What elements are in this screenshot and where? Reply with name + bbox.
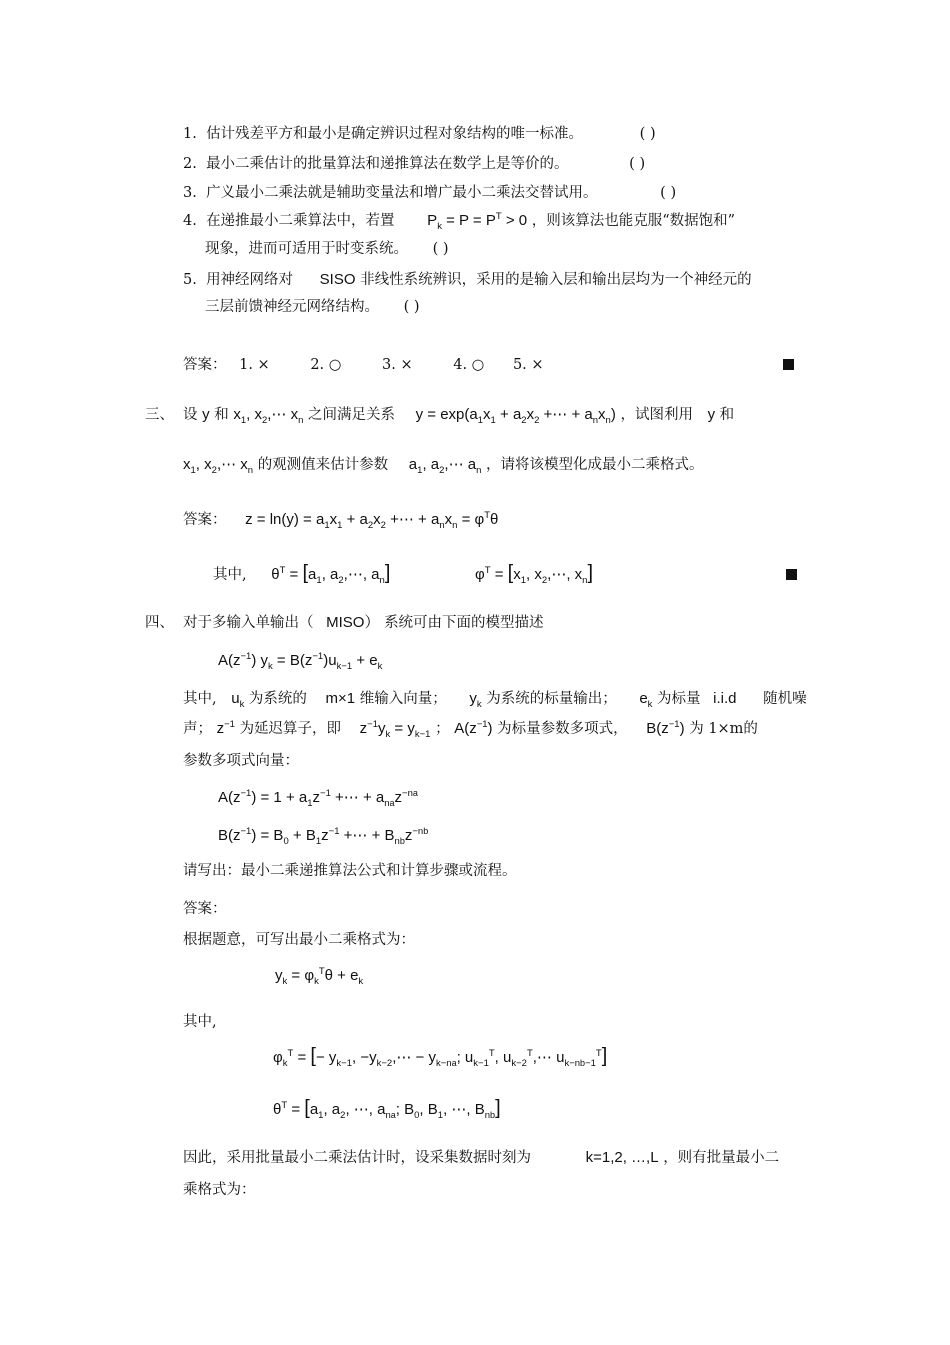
judgment-5 xyxy=(183,270,752,290)
section-number: 四、 xyxy=(145,615,174,631)
var-y: y xyxy=(202,406,210,423)
item-text: 现象，进而可适用于时变系统。 xyxy=(205,241,408,257)
text: 之间满足关系 xyxy=(308,407,396,423)
item-text: 用神经网络对 xyxy=(206,272,294,288)
answer-item: 5. × xyxy=(512,357,544,373)
var-z-inv: $z^{-1}$ xyxy=(216,719,235,737)
item-text: 广义最小二乘法就是辅助变量法和增广最小二乘法交替试用。 xyxy=(206,185,598,201)
text: 为 xyxy=(689,721,704,737)
answer-item: 1. × xyxy=(239,357,270,373)
section4-question: 请写出：最小二乘递推算法公式和计算步骤或流程。 xyxy=(183,863,517,879)
judgment-3 xyxy=(183,183,676,203)
var-y: y xyxy=(707,406,716,423)
text: 对于多输入单输出（ xyxy=(183,615,314,631)
item-number: 3. xyxy=(183,185,197,201)
text: 因此，采用批量最小二乘法估计时，设采集数据时刻为 xyxy=(183,1150,531,1166)
text: 随机噪 xyxy=(763,691,807,707)
answer-item: 2. ○ xyxy=(310,357,342,373)
section4-desc-line2 xyxy=(183,719,758,739)
text: ，请将该模型化成最小二乘格式。 xyxy=(486,457,704,473)
section4-desc-line3: 参数多项式向量： xyxy=(183,753,299,769)
item-text: ，则该算法也能克服“数据饱和” xyxy=(531,213,736,229)
answer-paren: ( ) xyxy=(660,185,677,201)
item-number: 5. xyxy=(183,272,197,288)
formula-model: $A(z^{-1}) y_k = B(z^{-1})u_{k-1} + e_k$ xyxy=(218,651,383,672)
text: ，试图利用 xyxy=(620,407,693,423)
formula-phi-k: $\varphi_k^T$ = [− $y_{k-1}$, $-y_{k-2},\cdots - y_{k-na}$; $u_{k-1}^T$, $u_{k-2}^T,\cdots$ $u_{k-nb-1}^T$] xyxy=(273,1045,608,1069)
var-u: $u_k$ xyxy=(231,690,245,710)
formula-theta: $\theta^T = [a_1$, $a_2,\cdots$, $a_n$] xyxy=(271,562,391,586)
item-text: 非线性系统辨识，采用的是输入层和输出层均为一个神经元的 xyxy=(360,272,752,288)
text: 的观测值来估计参数 xyxy=(257,457,389,473)
section3-line2 xyxy=(183,455,704,475)
var-y: $y_k$ xyxy=(469,690,482,710)
answer-item: 3. × xyxy=(382,357,413,373)
answer-paren: ( ) xyxy=(629,156,646,172)
item-text: 在递推最小二乘算法中，若置 xyxy=(206,213,395,229)
answer-label: 答案： xyxy=(183,357,227,373)
text: 为系统的标量输出； xyxy=(486,691,617,707)
section4-final-line1 xyxy=(183,1148,779,1168)
param-list: $a_1$, $a_2,\cdots$ $a_n$ xyxy=(408,456,482,476)
formula-poly-a: $A(z^{-1}) = 1 + a_1z^{-1}$ +⋯ + $a_{na}z^{-na}$ xyxy=(218,788,418,809)
end-mark-square xyxy=(783,359,794,370)
formula-ln-linear: $z = \ln(y) = a_1x_1 + a_2x_2$ +⋯ + $a_nx_n = \varphi^T\theta$ xyxy=(245,510,499,531)
text: 和 xyxy=(214,407,229,423)
formula-p-init: $P_k = P = P^T > 0$ xyxy=(427,211,528,232)
item-text: 估计残差平方和最小是确定辨识过程对象结构的唯一标准。 xyxy=(206,126,584,142)
section3-line1 xyxy=(183,405,734,425)
item-text: 三层前馈神经元网络结构。 xyxy=(205,299,379,315)
var-x-list: $x_1$, $x_2,\cdots$ $x_n$ xyxy=(183,456,254,476)
text: 维输入向量； xyxy=(359,691,447,707)
section4-final-line2: 乘格式为： xyxy=(183,1182,256,1198)
section3-where xyxy=(213,563,593,585)
end-mark-square xyxy=(786,569,797,580)
answer-judgments xyxy=(183,355,544,375)
judgment-1 xyxy=(183,124,656,144)
formula-phi: $\varphi^T = [x_1$, $x_2,\cdots$, $x_n$] xyxy=(475,562,594,586)
text: 其中, xyxy=(213,567,247,583)
section4-intro xyxy=(183,613,544,633)
item-number: 2. xyxy=(183,156,197,172)
text: 为标量 xyxy=(657,691,701,707)
section-number: 三、 xyxy=(145,407,174,423)
text: 系统可由下面的模型描述 xyxy=(384,615,544,631)
text: 为延迟算子，即 xyxy=(239,721,342,737)
answer-paren: ( ) xyxy=(432,241,449,257)
siso-term: SISO xyxy=(319,271,356,288)
dim-term: m×1 xyxy=(325,690,356,707)
text: 其中, xyxy=(183,691,217,707)
formula-delay: $z^{-1}y_k = y_{k-1}$ xyxy=(359,719,431,740)
judgment-2 xyxy=(183,154,645,174)
answer-label: 答案： xyxy=(183,512,227,528)
judgment-5-cont xyxy=(205,297,420,317)
text: 声； xyxy=(183,721,212,737)
var-e: $e_k$ xyxy=(639,690,653,710)
text: 为系统的 xyxy=(248,691,307,707)
poly-b: $B(z^{-1})$ xyxy=(646,719,685,737)
text: 和 xyxy=(719,407,735,423)
text: 为标量参数多项式， xyxy=(497,721,628,737)
item-number: 1. xyxy=(183,126,197,142)
text: 设 xyxy=(183,407,198,423)
text: ，则有批量最小二 xyxy=(663,1150,780,1166)
iid-term: i.i.d xyxy=(713,690,737,707)
formula-poly-b: $B(z^{-1}) = B_0 + B_1z^{-1}$ +⋯ + $B_{nb}z^{-nb}$ xyxy=(218,826,429,847)
section3-answer xyxy=(183,510,498,530)
judgment-4 xyxy=(183,211,735,231)
text: 1×m的 xyxy=(708,721,758,737)
judgment-4-cont xyxy=(205,239,449,259)
formula-theta-full: $\theta^T = [a_1$, $a_2$, ⋯, $a_{na}$; $B_0$, $B_1$, ⋯, $B_{nb}$] xyxy=(273,1097,501,1121)
var-x-list: $x_1$, $x_2,\cdots$ $x_n$ xyxy=(233,406,304,426)
item-number: 4. xyxy=(183,213,197,229)
text: ； xyxy=(435,721,450,737)
section4-answer-label: 答案： xyxy=(183,901,227,917)
answer-item: 4. ○ xyxy=(453,357,485,373)
k-range: k=1,2, …,L xyxy=(585,1149,659,1166)
miso-term: MISO） xyxy=(326,614,380,631)
answer-paren: ( ) xyxy=(403,299,420,315)
item-text: 最小二乘估计的批量算法和递推算法在数学上是等价的。 xyxy=(206,156,569,172)
formula-exp-relation: $y = \exp(a_1x_1 + a_2x_2$ +⋯ + $a_nx_n$) xyxy=(415,406,616,426)
section4-where: 其中, xyxy=(183,1014,217,1030)
answer-paren: ( ) xyxy=(639,126,656,142)
poly-a: $A(z^{-1})$ xyxy=(454,719,493,737)
section4-desc-line1 xyxy=(183,689,807,709)
section4-answer-intro: 根据题意，可写出最小二乘格式为： xyxy=(183,932,415,948)
formula-ls-format: $y_k = \varphi_k^T\theta + e_k$ xyxy=(275,966,364,987)
